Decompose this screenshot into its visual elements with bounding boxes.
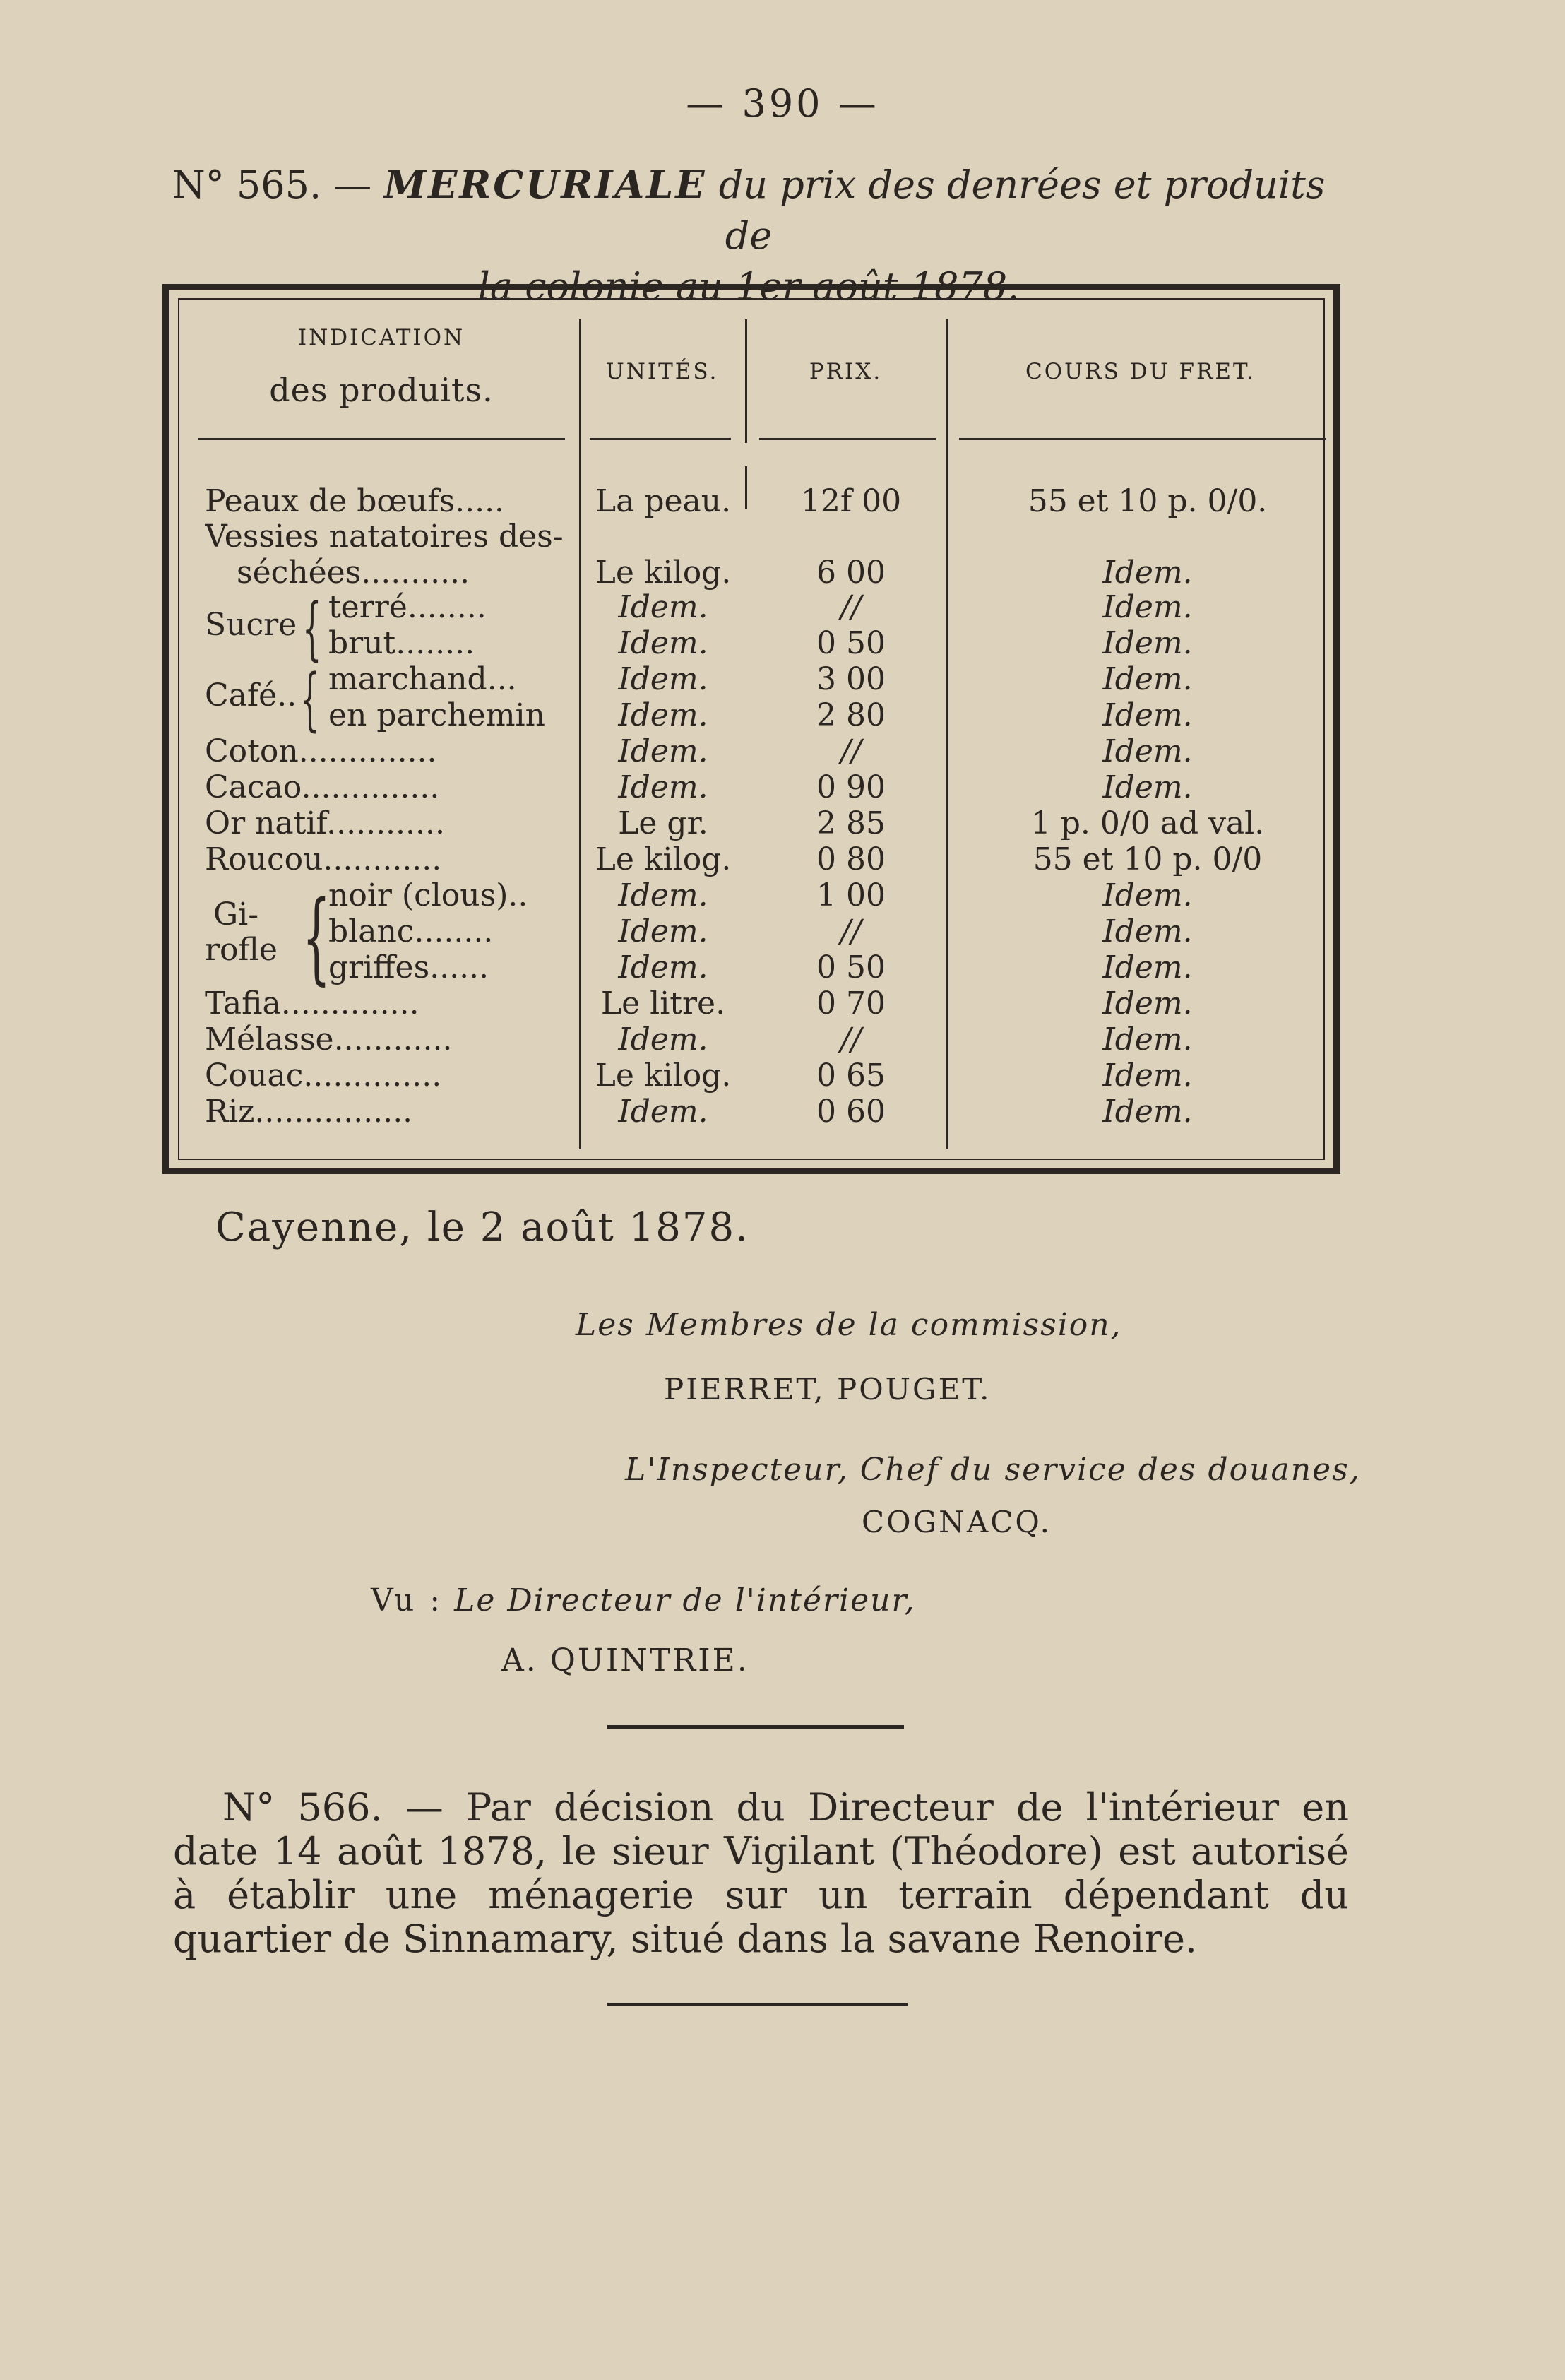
price-cell: // bbox=[840, 590, 862, 625]
vu-label: Vu : bbox=[371, 1582, 444, 1618]
freight-cell: Idem. bbox=[1102, 698, 1193, 733]
price-cell: 0 90 bbox=[816, 770, 886, 805]
decision-text: N° 566. — Par décision du Directeur de l'intérieur en date 14 août 1878, le sieur Vigilant (Théodore) est autorisé à établir une ménagerie sur un terrain dépendant du quartier de Sinnamary, situé dans la savane Renoire. bbox=[173, 1785, 1349, 1961]
header-products: des produits. bbox=[269, 371, 494, 409]
freight-cell: Idem. bbox=[1102, 626, 1193, 661]
product-cell: marchand... bbox=[328, 662, 517, 697]
unit-cell: Le gr. bbox=[618, 806, 708, 841]
price-cell: 2 80 bbox=[816, 698, 886, 733]
director-label: Le Directeur de l'intérieur, bbox=[454, 1582, 916, 1618]
product-cell: Mélasse............ bbox=[205, 1022, 453, 1058]
director-name: A. QUINTRIE. bbox=[501, 1642, 749, 1679]
price-cell: // bbox=[840, 1022, 862, 1058]
product-cell: blanc........ bbox=[328, 914, 494, 949]
table-row bbox=[169, 590, 1347, 625]
price-cell: 0 60 bbox=[816, 1094, 886, 1130]
product-cell: Or natif............ bbox=[205, 806, 445, 841]
price-cell: 12f 00 bbox=[800, 484, 902, 519]
freight-cell: Idem. bbox=[1102, 1094, 1193, 1130]
freight-cell: 55 et 10 p. 0/0. bbox=[1028, 484, 1268, 519]
unit-cell: Idem. bbox=[618, 914, 708, 949]
group-label-cafe: Café.. bbox=[205, 677, 297, 714]
header-indication: INDICATION bbox=[297, 325, 465, 350]
table-row bbox=[169, 1058, 1347, 1094]
table-row bbox=[169, 806, 1347, 841]
page-number: — 390 — bbox=[686, 81, 879, 126]
price-table bbox=[162, 284, 1340, 1174]
product-cell: brut........ bbox=[328, 626, 475, 661]
decision-paragraph bbox=[173, 1786, 1349, 1961]
table-row bbox=[169, 484, 1347, 519]
product-cell: Riz................ bbox=[205, 1094, 413, 1130]
product-cell: en parchemin bbox=[328, 698, 545, 733]
unit-cell: Idem. bbox=[618, 1022, 708, 1058]
freight-cell: Idem. bbox=[1102, 662, 1193, 697]
freight-cell: Idem. bbox=[1102, 986, 1193, 1022]
heading-number: N° 565. — bbox=[172, 162, 372, 207]
header-underline bbox=[759, 438, 936, 440]
unit-cell: Le kilog. bbox=[595, 842, 732, 877]
heading-line-2: la colonie au 1er août 1878. bbox=[477, 264, 1020, 309]
product-cell: Couac.............. bbox=[205, 1058, 442, 1094]
unit-cell: La peau. bbox=[595, 484, 732, 519]
price-cell: 6 00 bbox=[816, 555, 886, 591]
unit-cell: Idem. bbox=[618, 734, 708, 769]
heading-keyword: MERCURIALE bbox=[383, 162, 707, 207]
group-label-sucre: Sucre bbox=[205, 607, 297, 643]
commission-label: Les Membres de la commission, bbox=[576, 1307, 1122, 1343]
table-row bbox=[169, 734, 1347, 769]
freight-cell: Idem. bbox=[1102, 590, 1193, 625]
unit-cell: Le litre. bbox=[600, 986, 726, 1022]
table-row bbox=[169, 842, 1347, 877]
price-cell: 3 00 bbox=[816, 662, 886, 697]
table-row bbox=[169, 555, 1347, 591]
price-cell: 0 50 bbox=[816, 626, 886, 661]
price-cell: 0 65 bbox=[816, 1058, 886, 1094]
freight-cell: Idem. bbox=[1102, 555, 1193, 591]
header-underline bbox=[198, 438, 565, 440]
price-cell: 0 50 bbox=[816, 950, 886, 985]
header-price: PRIX. bbox=[809, 359, 883, 384]
freight-cell: Idem. bbox=[1102, 1022, 1193, 1058]
freight-cell: Idem. bbox=[1102, 878, 1193, 913]
freight-cell: 1 p. 0/0 ad val. bbox=[1030, 806, 1265, 841]
unit-cell: Idem. bbox=[618, 626, 708, 661]
inspector-label: L'Inspecteur, Chef du service des douanes, bbox=[625, 1452, 1361, 1488]
unit-cell: Idem. bbox=[618, 950, 708, 985]
brace: { bbox=[300, 660, 320, 739]
price-cell: 0 80 bbox=[816, 842, 886, 877]
unit-cell: Idem. bbox=[618, 770, 708, 805]
table-row bbox=[169, 698, 1347, 733]
vu-line bbox=[371, 1582, 916, 1618]
separator-rule bbox=[607, 1725, 904, 1729]
table-row bbox=[169, 662, 1347, 697]
place-date: Cayenne, le 2 août 1878. bbox=[215, 1204, 749, 1250]
unit-cell: Idem. bbox=[618, 698, 708, 733]
freight-cell: Idem. bbox=[1102, 914, 1193, 949]
table-row bbox=[169, 1094, 1347, 1130]
freight-cell: Idem. bbox=[1102, 1058, 1193, 1094]
table-row bbox=[169, 914, 1347, 949]
freight-cell: Idem. bbox=[1102, 950, 1193, 985]
price-cell: // bbox=[840, 734, 862, 769]
brace: { bbox=[302, 589, 322, 668]
table-row bbox=[169, 950, 1347, 985]
price-cell: 0 70 bbox=[816, 986, 886, 1022]
group-label-girofle-1: Gi- bbox=[213, 896, 259, 933]
header-underline bbox=[590, 438, 731, 440]
product-cell: terré........ bbox=[328, 590, 487, 625]
brace: { bbox=[302, 880, 331, 995]
table-row bbox=[169, 1022, 1347, 1058]
separator-rule bbox=[607, 2003, 908, 2006]
table-row bbox=[169, 986, 1347, 1022]
table-row bbox=[169, 626, 1347, 661]
inspector-name: COGNACQ. bbox=[862, 1505, 1052, 1539]
table-row bbox=[169, 878, 1347, 913]
heading-line-1: du prix des denrées et produits de bbox=[718, 162, 1326, 258]
table-row bbox=[169, 519, 1347, 555]
freight-cell: Idem. bbox=[1102, 770, 1193, 805]
unit-cell: Le kilog. bbox=[595, 555, 732, 591]
product-cell: Cacao.............. bbox=[205, 770, 440, 805]
freight-cell: 55 et 10 p. 0/0 bbox=[1033, 842, 1263, 877]
product-cell: noir (clous).. bbox=[328, 878, 528, 913]
price-cell: 1 00 bbox=[816, 878, 886, 913]
product-cell: séchées........... bbox=[237, 555, 470, 591]
freight-cell: Idem. bbox=[1102, 734, 1193, 769]
table-row bbox=[169, 770, 1347, 805]
product-cell: Vessies natatoires des- bbox=[205, 519, 564, 555]
product-cell: griffes...... bbox=[328, 950, 489, 985]
unit-cell: Le kilog. bbox=[595, 1058, 732, 1094]
group-label-girofle-2: rofle bbox=[205, 932, 278, 968]
commission-names: PIERRET, POUGET. bbox=[664, 1372, 992, 1407]
header-underline bbox=[959, 438, 1326, 440]
product-cell: Peaux de bœufs..... bbox=[205, 484, 505, 519]
product-cell: Roucou............ bbox=[205, 842, 442, 877]
price-cell: 2 85 bbox=[816, 806, 886, 841]
price-cell: // bbox=[840, 914, 862, 949]
unit-cell: Idem. bbox=[618, 878, 708, 913]
product-cell: Tafia.............. bbox=[205, 986, 419, 1022]
header-units: UNITÉS. bbox=[605, 359, 719, 384]
unit-cell: Idem. bbox=[618, 590, 708, 625]
product-cell: Coton.............. bbox=[205, 734, 437, 769]
header-freight: COURS DU FRET. bbox=[1025, 359, 1256, 384]
unit-cell: Idem. bbox=[618, 662, 708, 697]
unit-cell: Idem. bbox=[618, 1094, 708, 1130]
